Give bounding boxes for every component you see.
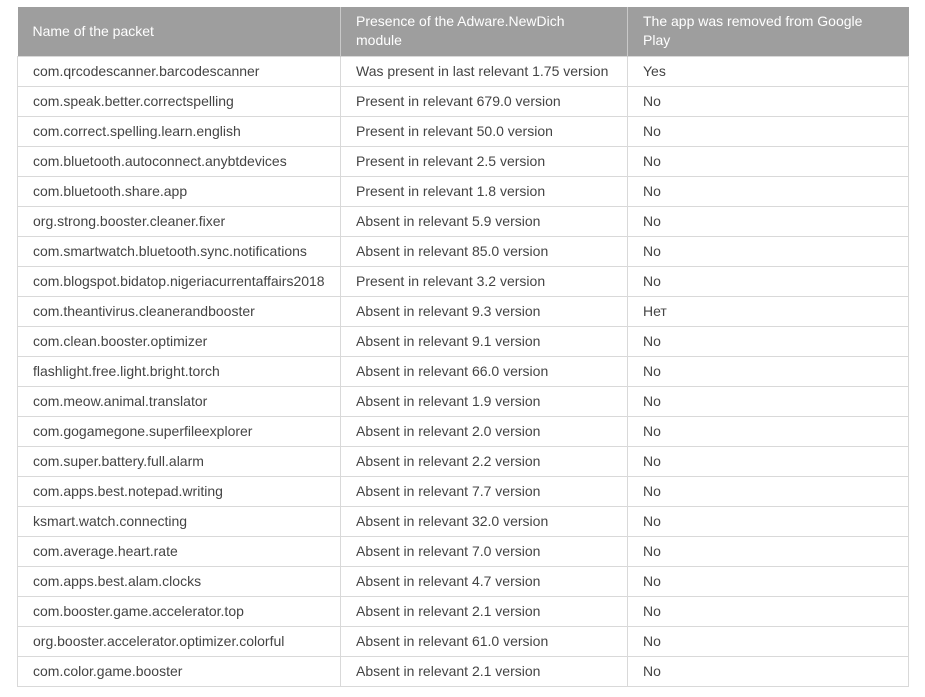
header-package-name: Name of the packet — [18, 7, 341, 56]
cell-module-presence: Absent in relevant 5.9 version — [341, 206, 628, 236]
cell-package-name: com.clean.booster.optimizer — [18, 326, 341, 356]
table-body — [18, 56, 909, 686]
cell-removed-from-play: No — [628, 506, 909, 536]
cell-module-presence: Absent in relevant 1.9 version — [341, 386, 628, 416]
cell-removed-from-play: No — [628, 266, 909, 296]
table-row — [18, 656, 909, 686]
cell-removed-from-play: No — [628, 86, 909, 116]
cell-removed-from-play: No — [628, 596, 909, 626]
cell-removed-from-play: No — [628, 236, 909, 266]
cell-module-presence: Was present in last relevant 1.75 version — [341, 56, 628, 86]
cell-module-presence: Absent in relevant 61.0 version — [341, 626, 628, 656]
cell-removed-from-play: No — [628, 446, 909, 476]
cell-module-presence: Absent in relevant 2.0 version — [341, 416, 628, 446]
table-row — [18, 236, 909, 266]
cell-module-presence: Absent in relevant 66.0 version — [341, 356, 628, 386]
cell-module-presence: Absent in relevant 9.3 version — [341, 296, 628, 326]
cell-module-presence: Present in relevant 1.8 version — [341, 176, 628, 206]
table-row — [18, 416, 909, 446]
cell-package-name: ksmart.watch.connecting — [18, 506, 341, 536]
table-row — [18, 476, 909, 506]
cell-module-presence: Present in relevant 50.0 version — [341, 116, 628, 146]
cell-package-name: com.bluetooth.share.app — [18, 176, 341, 206]
table-row — [18, 206, 909, 236]
table-row — [18, 116, 909, 146]
table-row — [18, 506, 909, 536]
cell-package-name: com.booster.game.accelerator.top — [18, 596, 341, 626]
cell-module-presence: Absent in relevant 7.0 version — [341, 536, 628, 566]
cell-removed-from-play: No — [628, 536, 909, 566]
table-row — [18, 146, 909, 176]
cell-removed-from-play: No — [628, 146, 909, 176]
cell-removed-from-play: No — [628, 326, 909, 356]
table-header — [18, 7, 909, 56]
cell-removed-from-play: No — [628, 386, 909, 416]
cell-removed-from-play: No — [628, 566, 909, 596]
cell-package-name: com.apps.best.notepad.writing — [18, 476, 341, 506]
cell-package-name: com.color.game.booster — [18, 656, 341, 686]
cell-package-name: com.gogamegone.superfileexplorer — [18, 416, 341, 446]
table-row — [18, 626, 909, 656]
cell-package-name: com.qrcodescanner.barcodescanner — [18, 56, 341, 86]
table-row — [18, 176, 909, 206]
table-row — [18, 56, 909, 86]
table-row — [18, 296, 909, 326]
cell-removed-from-play: No — [628, 476, 909, 506]
cell-removed-from-play: No — [628, 206, 909, 236]
cell-removed-from-play: No — [628, 656, 909, 686]
cell-package-name: com.correct.spelling.learn.english — [18, 116, 341, 146]
header-row — [18, 7, 909, 56]
table-row — [18, 356, 909, 386]
cell-package-name: org.booster.accelerator.optimizer.colorful — [18, 626, 341, 656]
header-removed-from-play: The app was removed from Google Play — [628, 7, 909, 56]
table-row — [18, 386, 909, 416]
cell-module-presence: Absent in relevant 85.0 version — [341, 236, 628, 266]
cell-removed-from-play: No — [628, 416, 909, 446]
cell-module-presence: Present in relevant 679.0 version — [341, 86, 628, 116]
cell-removed-from-play: Нет — [628, 296, 909, 326]
cell-package-name: com.smartwatch.bluetooth.sync.notifications — [18, 236, 341, 266]
cell-package-name: com.meow.animal.translator — [18, 386, 341, 416]
table-row — [18, 326, 909, 356]
table-row — [18, 86, 909, 116]
cell-removed-from-play: No — [628, 116, 909, 146]
cell-removed-from-play: No — [628, 356, 909, 386]
cell-module-presence: Present in relevant 2.5 version — [341, 146, 628, 176]
cell-module-presence: Absent in relevant 32.0 version — [341, 506, 628, 536]
cell-module-presence: Absent in relevant 2.2 version — [341, 446, 628, 476]
cell-package-name: org.strong.booster.cleaner.fixer — [18, 206, 341, 236]
cell-package-name: com.speak.better.correctspelling — [18, 86, 341, 116]
table-row — [18, 446, 909, 476]
packages-table — [17, 7, 909, 687]
cell-module-presence: Absent in relevant 7.7 version — [341, 476, 628, 506]
cell-removed-from-play: No — [628, 626, 909, 656]
cell-module-presence: Absent in relevant 4.7 version — [341, 566, 628, 596]
cell-package-name: com.average.heart.rate — [18, 536, 341, 566]
header-module-presence: Presence of the Adware.NewDich module — [341, 7, 628, 56]
cell-package-name: com.bluetooth.autoconnect.anybtdevices — [18, 146, 341, 176]
cell-module-presence: Absent in relevant 9.1 version — [341, 326, 628, 356]
cell-package-name: flashlight.free.light.bright.torch — [18, 356, 341, 386]
cell-package-name: com.super.battery.full.alarm — [18, 446, 341, 476]
cell-module-presence: Present in relevant 3.2 version — [341, 266, 628, 296]
cell-package-name: com.apps.best.alam.clocks — [18, 566, 341, 596]
packages-table-container — [17, 7, 908, 687]
cell-module-presence: Absent in relevant 2.1 version — [341, 596, 628, 626]
cell-package-name: com.blogspot.bidatop.nigeriacurrentaffairs2018 — [18, 266, 341, 296]
table-row — [18, 266, 909, 296]
table-row — [18, 536, 909, 566]
table-row — [18, 596, 909, 626]
cell-package-name: com.theantivirus.cleanerandbooster — [18, 296, 341, 326]
cell-module-presence: Absent in relevant 2.1 version — [341, 656, 628, 686]
cell-removed-from-play: Yes — [628, 56, 909, 86]
table-row — [18, 566, 909, 596]
cell-removed-from-play: No — [628, 176, 909, 206]
